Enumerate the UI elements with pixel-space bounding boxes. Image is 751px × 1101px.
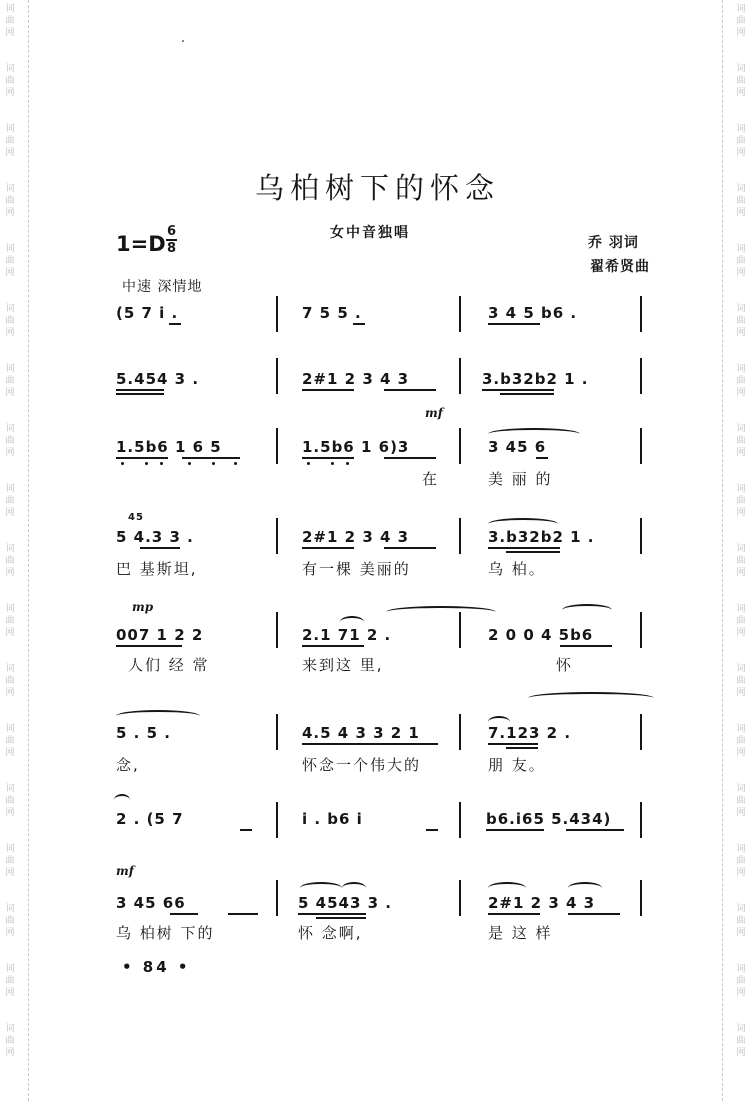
watermark-glyph: 词	[5, 544, 15, 554]
barline	[459, 296, 461, 332]
barline	[276, 880, 278, 916]
watermark-glyph: 曲	[5, 916, 15, 926]
notation-measure: 2 . (5 7	[116, 810, 184, 828]
lyric-line: 是 这 样	[488, 924, 553, 942]
watermark-glyph: 网	[736, 148, 746, 158]
barline	[276, 714, 278, 750]
lyric-line: 巴 基斯坦,	[116, 560, 198, 578]
watermark-glyph: 词	[5, 844, 15, 854]
underline	[536, 457, 548, 459]
underline	[302, 547, 354, 549]
watermark-glyph: 曲	[736, 616, 746, 626]
barline	[276, 802, 278, 838]
watermark-glyph: 曲	[5, 196, 15, 206]
time-signature	[166, 224, 177, 256]
barline	[459, 358, 461, 394]
watermark-glyph: 网	[5, 1048, 15, 1058]
lyric-line: 怀 念啊,	[298, 924, 363, 942]
notation-measure: 5 . 5 .	[116, 724, 171, 742]
notation-measure: 3 4 5 b6 .	[488, 304, 578, 322]
notation-measure: 5.454 3 .	[116, 370, 200, 388]
lyric-line: 有一棵 美丽的	[302, 560, 411, 578]
underline	[500, 393, 554, 395]
barline	[276, 296, 278, 332]
lyric-line: 美 丽 的	[488, 470, 553, 488]
slur	[300, 882, 342, 894]
watermark-glyph: 曲	[5, 316, 15, 326]
tempo-marking: 中速 深情地	[122, 279, 203, 295]
lyric-line: 乌 柏。	[488, 560, 546, 578]
barline	[459, 428, 461, 464]
barline	[640, 880, 642, 916]
low-octave-dot	[212, 462, 215, 465]
watermark-glyph: 词	[736, 844, 746, 854]
watermark-glyph: 网	[736, 508, 746, 518]
notation-measure: 2#1 2 3 4 3	[488, 894, 596, 912]
slur	[488, 518, 558, 530]
barline	[276, 358, 278, 394]
watermark-glyph: 网	[736, 928, 746, 938]
watermark-glyph: 曲	[5, 1036, 15, 1046]
underline	[140, 547, 180, 549]
watermark-glyph: 词	[736, 964, 746, 974]
underline	[116, 645, 182, 647]
notation-measure: 3 45 6	[488, 438, 547, 456]
notation-measure: 2.1 71 2 .	[302, 626, 392, 644]
lyric-line: 怀	[556, 656, 574, 674]
watermark-glyph: 网	[5, 808, 15, 818]
composer-credit: 翟希贤曲	[590, 259, 650, 275]
slur	[528, 692, 654, 704]
watermark-glyph: 网	[736, 208, 746, 218]
slur	[562, 604, 612, 616]
lyric-line: 在	[422, 470, 440, 488]
low-octave-dot	[160, 462, 163, 465]
underline	[302, 645, 364, 647]
watermark-glyph: 网	[5, 748, 15, 758]
barline	[276, 518, 278, 554]
underline	[353, 323, 365, 325]
watermark-glyph: 网	[5, 208, 15, 218]
notation-measure: 5 4.3 3 .	[116, 528, 194, 546]
slur	[386, 606, 496, 618]
watermark-glyph: 词	[736, 364, 746, 374]
watermark-glyph: 网	[736, 388, 746, 398]
underline	[488, 743, 538, 745]
underline	[560, 645, 612, 647]
watermark-glyph: 曲	[736, 16, 746, 26]
watermark-glyph: 曲	[736, 436, 746, 446]
watermark-glyph: 曲	[736, 496, 746, 506]
watermark-glyph: 网	[5, 928, 15, 938]
underline	[170, 913, 198, 915]
watermark-glyph: 词	[5, 244, 15, 254]
notation-measure: 3 45 66	[116, 894, 186, 912]
notation-measure: 7 5 5 .	[302, 304, 362, 322]
low-octave-dot	[331, 462, 334, 465]
watermark-glyph: 词	[5, 364, 15, 374]
watermark-glyph: 网	[736, 868, 746, 878]
underline	[384, 457, 436, 459]
watermark-glyph: 网	[5, 328, 15, 338]
watermark-glyph: 词	[5, 484, 15, 494]
watermark-glyph: 词	[5, 1024, 15, 1034]
watermark-glyph: 网	[5, 568, 15, 578]
watermark-glyph: 网	[736, 988, 746, 998]
underline	[182, 457, 240, 459]
watermark-glyph: 曲	[5, 76, 15, 86]
barline	[276, 428, 278, 464]
watermark-glyph: 曲	[5, 676, 15, 686]
dynamic-marking: mp	[132, 600, 154, 614]
watermark-glyph: 词	[5, 4, 15, 14]
lyricist-credit: 乔 羽词	[588, 235, 639, 251]
watermark-glyph: 网	[736, 748, 746, 758]
watermark-glyph: 网	[736, 268, 746, 278]
underline	[116, 457, 168, 459]
watermark-glyph: 网	[5, 628, 15, 638]
watermark-glyph: 网	[736, 688, 746, 698]
watermark-glyph: 曲	[736, 196, 746, 206]
lyric-line: 朋 友。	[488, 756, 546, 774]
barline	[459, 518, 461, 554]
time-signature-top: 6	[167, 224, 177, 239]
notation-measure: b6.i65 5.434)	[486, 810, 612, 828]
barline	[459, 880, 461, 916]
watermark-glyph: 网	[5, 28, 15, 38]
watermark-glyph: 曲	[5, 856, 15, 866]
watermark-glyph: 网	[5, 868, 15, 878]
watermark-glyph: 曲	[5, 616, 15, 626]
watermark-glyph: 网	[736, 328, 746, 338]
watermark-glyph: 曲	[5, 796, 15, 806]
watermark-glyph: 词	[736, 4, 746, 14]
watermark-glyph: 曲	[5, 436, 15, 446]
watermark-glyph: 网	[736, 88, 746, 98]
low-octave-dot	[145, 462, 148, 465]
underline	[384, 389, 436, 391]
watermark-glyph: 词	[736, 604, 746, 614]
underline	[566, 829, 624, 831]
watermark-glyph: 网	[5, 988, 15, 998]
barline	[459, 802, 461, 838]
watermark-glyph: 网	[736, 808, 746, 818]
watermark-glyph: 词	[736, 544, 746, 554]
underline	[488, 323, 540, 325]
watermark-glyph: 曲	[5, 256, 15, 266]
watermark-glyph: 网	[736, 448, 746, 458]
underline	[302, 743, 438, 745]
watermark-glyph: 词	[5, 304, 15, 314]
watermark-glyph: 词	[736, 184, 746, 194]
underline	[240, 829, 252, 831]
notation-measure: 3.b32b2 1 .	[482, 370, 589, 388]
watermark-glyph: 曲	[736, 556, 746, 566]
underline	[316, 917, 366, 919]
lyric-line: 怀念一个伟大的	[302, 756, 422, 774]
grace-notes: 45	[128, 512, 144, 523]
watermark-glyph: 网	[736, 28, 746, 38]
watermark-glyph: 词	[5, 964, 15, 974]
barline	[459, 714, 461, 750]
watermark-glyph: 曲	[736, 976, 746, 986]
watermark-glyph: 网	[5, 688, 15, 698]
barline	[640, 358, 642, 394]
barline	[640, 802, 642, 838]
watermark-glyph: 词	[5, 184, 15, 194]
watermark-glyph: 词	[736, 304, 746, 314]
watermark-glyph: 曲	[736, 916, 746, 926]
underline	[486, 829, 544, 831]
underline	[302, 389, 354, 391]
barline	[640, 428, 642, 464]
watermark-glyph: 词	[736, 244, 746, 254]
notation-measure: 1.5b6 1 6 5	[116, 438, 222, 456]
watermark-glyph: 曲	[736, 856, 746, 866]
watermark-glyph: 词	[5, 664, 15, 674]
watermark-glyph: 网	[5, 508, 15, 518]
slur	[342, 882, 366, 894]
dynamic-marking: mf	[425, 406, 443, 420]
slur	[114, 794, 130, 806]
barline	[640, 296, 642, 332]
watermark-glyph: 网	[736, 1048, 746, 1058]
performance-subtitle: 女中音独唱	[330, 225, 410, 241]
notation-measure: (5 7 i .	[116, 304, 179, 322]
notation-measure: i . b6 i	[302, 810, 363, 828]
underline	[384, 547, 436, 549]
watermark-glyph: 词	[736, 64, 746, 74]
watermark-glyph: 网	[5, 448, 15, 458]
watermark-glyph: 词	[5, 724, 15, 734]
low-octave-dot	[234, 462, 237, 465]
watermark-glyph: 曲	[5, 16, 15, 26]
song-title: 乌柏树下的怀念	[255, 171, 501, 205]
underline	[169, 323, 181, 325]
lyric-line: 来到这 里,	[302, 656, 384, 674]
notation-measure: 007 1 2 2	[116, 626, 204, 644]
watermark-glyph: 曲	[736, 76, 746, 86]
time-signature-bottom: 8	[167, 241, 177, 256]
underline	[228, 913, 258, 915]
watermark-glyph: 词	[736, 784, 746, 794]
watermark-glyph: 词	[5, 604, 15, 614]
watermark-glyph: 曲	[736, 376, 746, 386]
watermark-glyph: 词	[736, 424, 746, 434]
watermark-glyph: 词	[736, 484, 746, 494]
watermark-glyph: 网	[736, 628, 746, 638]
watermark-glyph: 曲	[5, 376, 15, 386]
underline	[116, 393, 164, 395]
underline	[488, 547, 560, 549]
watermark-glyph: 曲	[736, 676, 746, 686]
watermark-glyph: 词	[736, 904, 746, 914]
lyric-line: 乌 柏树 下的	[116, 924, 215, 942]
watermark-glyph: 网	[5, 268, 15, 278]
underline	[302, 457, 354, 459]
watermark-glyph: 曲	[5, 976, 15, 986]
watermark-glyph: 曲	[5, 496, 15, 506]
underline	[426, 829, 438, 831]
low-octave-dot	[346, 462, 349, 465]
watermark-glyph: 词	[5, 904, 15, 914]
underline	[568, 913, 620, 915]
notation-measure: 4.5 4 3 3 2 1	[302, 724, 420, 742]
slur	[488, 882, 526, 894]
watermark-glyph: 网	[736, 568, 746, 578]
dynamic-marking: mf	[116, 864, 134, 878]
notation-measure: 2#1 2 3 4 3	[302, 370, 410, 388]
watermark-glyph: 词	[5, 64, 15, 74]
lyric-line: 念,	[116, 756, 140, 774]
watermark-glyph: 网	[5, 88, 15, 98]
underline	[488, 913, 540, 915]
barline	[640, 714, 642, 750]
underline	[298, 913, 366, 915]
notation-measure: 2#1 2 3 4 3	[302, 528, 410, 546]
notation-measure: 2 0 0 4 5b6	[488, 626, 594, 644]
watermark-glyph: 词	[736, 1024, 746, 1034]
notation-measure: 7.123 2 .	[488, 724, 572, 742]
notation-measure: 5 4543 3 .	[298, 894, 392, 912]
underline	[482, 389, 554, 391]
watermark-glyph: 词	[5, 424, 15, 434]
slur	[568, 882, 602, 894]
underline	[506, 747, 538, 749]
watermark-glyph: 词	[736, 724, 746, 734]
watermark-glyph: 曲	[736, 736, 746, 746]
notation-measure: 1.5b6 1 6)3	[302, 438, 410, 456]
low-octave-dot	[188, 462, 191, 465]
underline	[116, 389, 164, 391]
watermark-glyph: 网	[5, 148, 15, 158]
watermark-glyph: 曲	[736, 1036, 746, 1046]
barline	[640, 518, 642, 554]
key-signature: 1=D	[116, 232, 166, 256]
lyric-line: 人们 经 常	[128, 656, 210, 674]
barline	[276, 612, 278, 648]
watermark-glyph: 词	[736, 124, 746, 134]
watermark-glyph: 词	[5, 124, 15, 134]
scan-speck	[182, 40, 184, 42]
watermark-glyph: 曲	[5, 556, 15, 566]
page-number: • 84 •	[122, 958, 191, 976]
watermark-glyph: 网	[5, 388, 15, 398]
watermark-glyph: 曲	[5, 136, 15, 146]
low-octave-dot	[121, 462, 124, 465]
notation-measure: 3.b32b2 1 .	[488, 528, 595, 546]
low-octave-dot	[307, 462, 310, 465]
barline	[640, 612, 642, 648]
watermark-glyph: 曲	[5, 736, 15, 746]
watermark-glyph: 词	[5, 784, 15, 794]
slur	[116, 710, 200, 722]
watermark-glyph: 曲	[736, 136, 746, 146]
underline	[506, 551, 560, 553]
watermark-glyph: 曲	[736, 256, 746, 266]
watermark-glyph: 曲	[736, 316, 746, 326]
slur	[488, 428, 580, 440]
watermark-glyph: 曲	[736, 796, 746, 806]
watermark-glyph: 词	[736, 664, 746, 674]
